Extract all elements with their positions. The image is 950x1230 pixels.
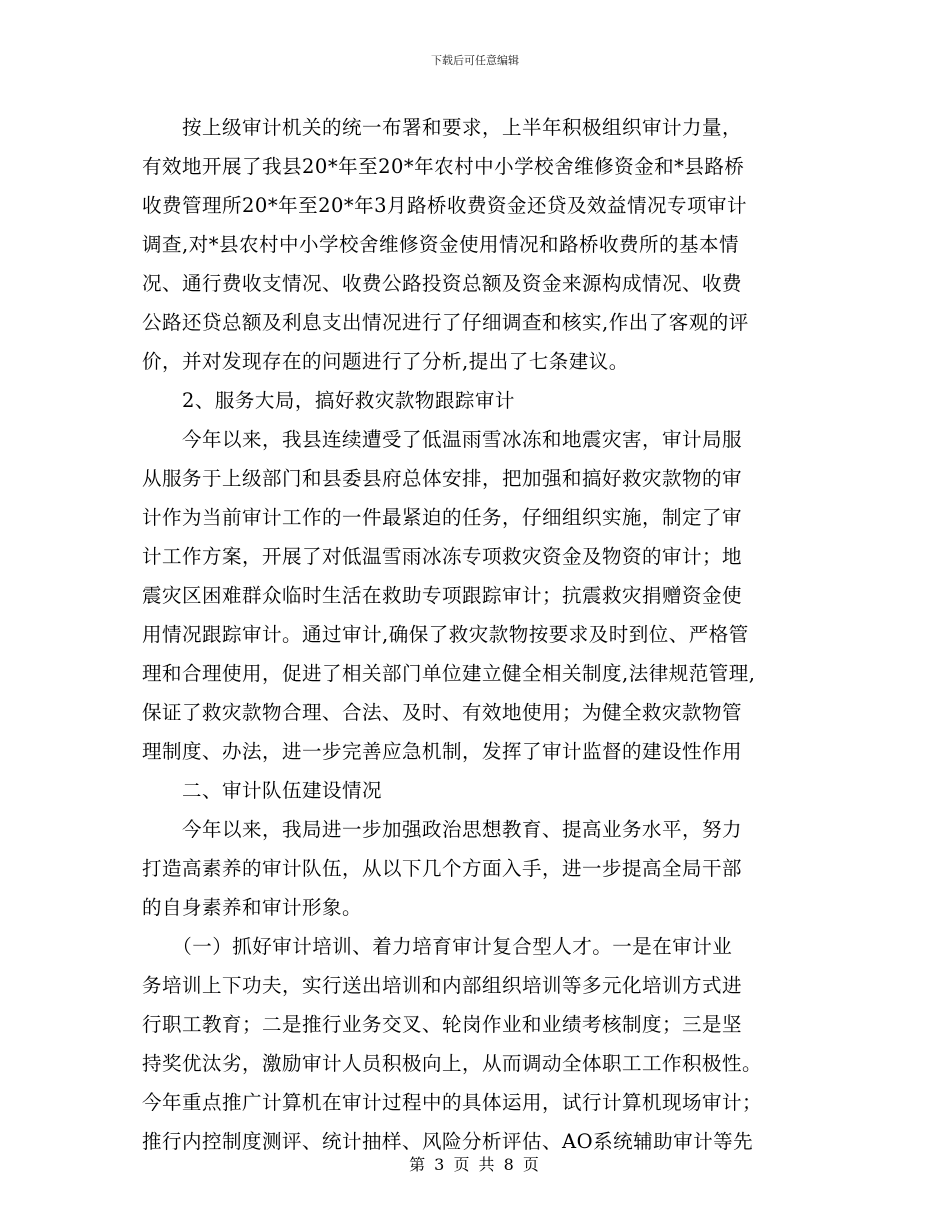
text-line: 保证了救灾款物合理、合法、及时、有效地使用；为健全救灾款物管 bbox=[142, 701, 743, 724]
text-line: 计作为当前审计工作的一件最紧迫的任务，仔细组织实施，制定了审 bbox=[142, 506, 743, 529]
text-line: 有效地开展了我县20*年至20*年农村中小学校舍维修资金和*县路桥 bbox=[142, 155, 745, 178]
section-heading: 2、服务大局，搞好救灾款物跟踪审计 bbox=[142, 389, 515, 412]
text-line: 按上级审计机关的统一布署和要求，上半年积极组织审计力量， bbox=[142, 116, 743, 139]
text-line: 打造高素养的审计队伍，从以下几个方面入手，进一步提高全局干部 bbox=[142, 857, 743, 880]
text-line: 调查,对*县农村中小学校舍维修资金使用情况和路桥收费所的基本情 bbox=[142, 233, 739, 256]
text-line: 计工作方案，开展了对低温雪雨冰冻专项救灾资金及物资的审计；地 bbox=[142, 545, 743, 568]
text-line: 务培训上下功夫，实行送出培训和内部组织培训等多元化培训方式进 bbox=[142, 974, 743, 997]
text-line: 况、通行费收支情况、收费公路投资总额及资金来源构成情况、收费 bbox=[142, 272, 743, 295]
text-line: （一）抓好审计培训、着力培育审计复合型人才。一是在审计业 bbox=[142, 935, 733, 958]
text-line: 从服务于上级部门和县委县府总体安排，把加强和搞好救灾款物的审 bbox=[142, 467, 743, 490]
text-line: 持奖优汰劣，激励审计人员积极向上，从而调动全体职工工作积极性。 bbox=[142, 1052, 763, 1075]
text-line: 的自身素养和审计形象。 bbox=[142, 896, 363, 919]
text-line: 理和合理使用，促进了相关部门单位建立健全相关制度,法律规范管理, bbox=[142, 662, 756, 685]
text-line: 理制度、办法，进一步完善应急机制，发挥了审计监督的建设性作用 bbox=[142, 740, 743, 763]
section-heading: 二、审计队伍建设情况 bbox=[142, 779, 383, 802]
text-line: 震灾区困难群众临时生活在救助专项跟踪审计；抗震救灾捐赠资金使 bbox=[142, 584, 743, 607]
text-line: 价，并对发现存在的问题进行了分析,提出了七条建议。 bbox=[142, 350, 629, 373]
document-body bbox=[142, 108, 822, 1161]
text-line: 今年以来，我县连续遭受了低温雨雪冰冻和地震灾害，审计局服 bbox=[142, 428, 743, 451]
text-line: 用情况跟踪审计。通过审计,确保了救灾款物按要求及时到位、严格管 bbox=[142, 623, 749, 646]
text-line: 今年以来，我局进一步加强政治思想教育、提高业务水平，努力 bbox=[142, 818, 743, 841]
page-header: 下载后可任意编辑 bbox=[431, 54, 519, 67]
text-line: 公路还贷总额及利息支出情况进行了仔细调查和核实,作出了客观的评 bbox=[142, 311, 749, 334]
text-line: 推行内控制度测评、统计抽样、风险分析评估、AO系统辅助审计等先 bbox=[142, 1130, 754, 1153]
text-line: 收费管理所20*年至20*年3月路桥收费资金还贷及效益情况专项审计 bbox=[142, 194, 748, 217]
text-line: 今年重点推广计算机在审计过程中的具体运用，试行计算机现场审计； bbox=[142, 1091, 763, 1114]
text-line: 行职工教育；二是推行业务交叉、轮岗作业和业绩考核制度；三是坚 bbox=[142, 1013, 743, 1036]
page-number-footer: 第 3 页 共 8 页 bbox=[409, 1155, 541, 1174]
